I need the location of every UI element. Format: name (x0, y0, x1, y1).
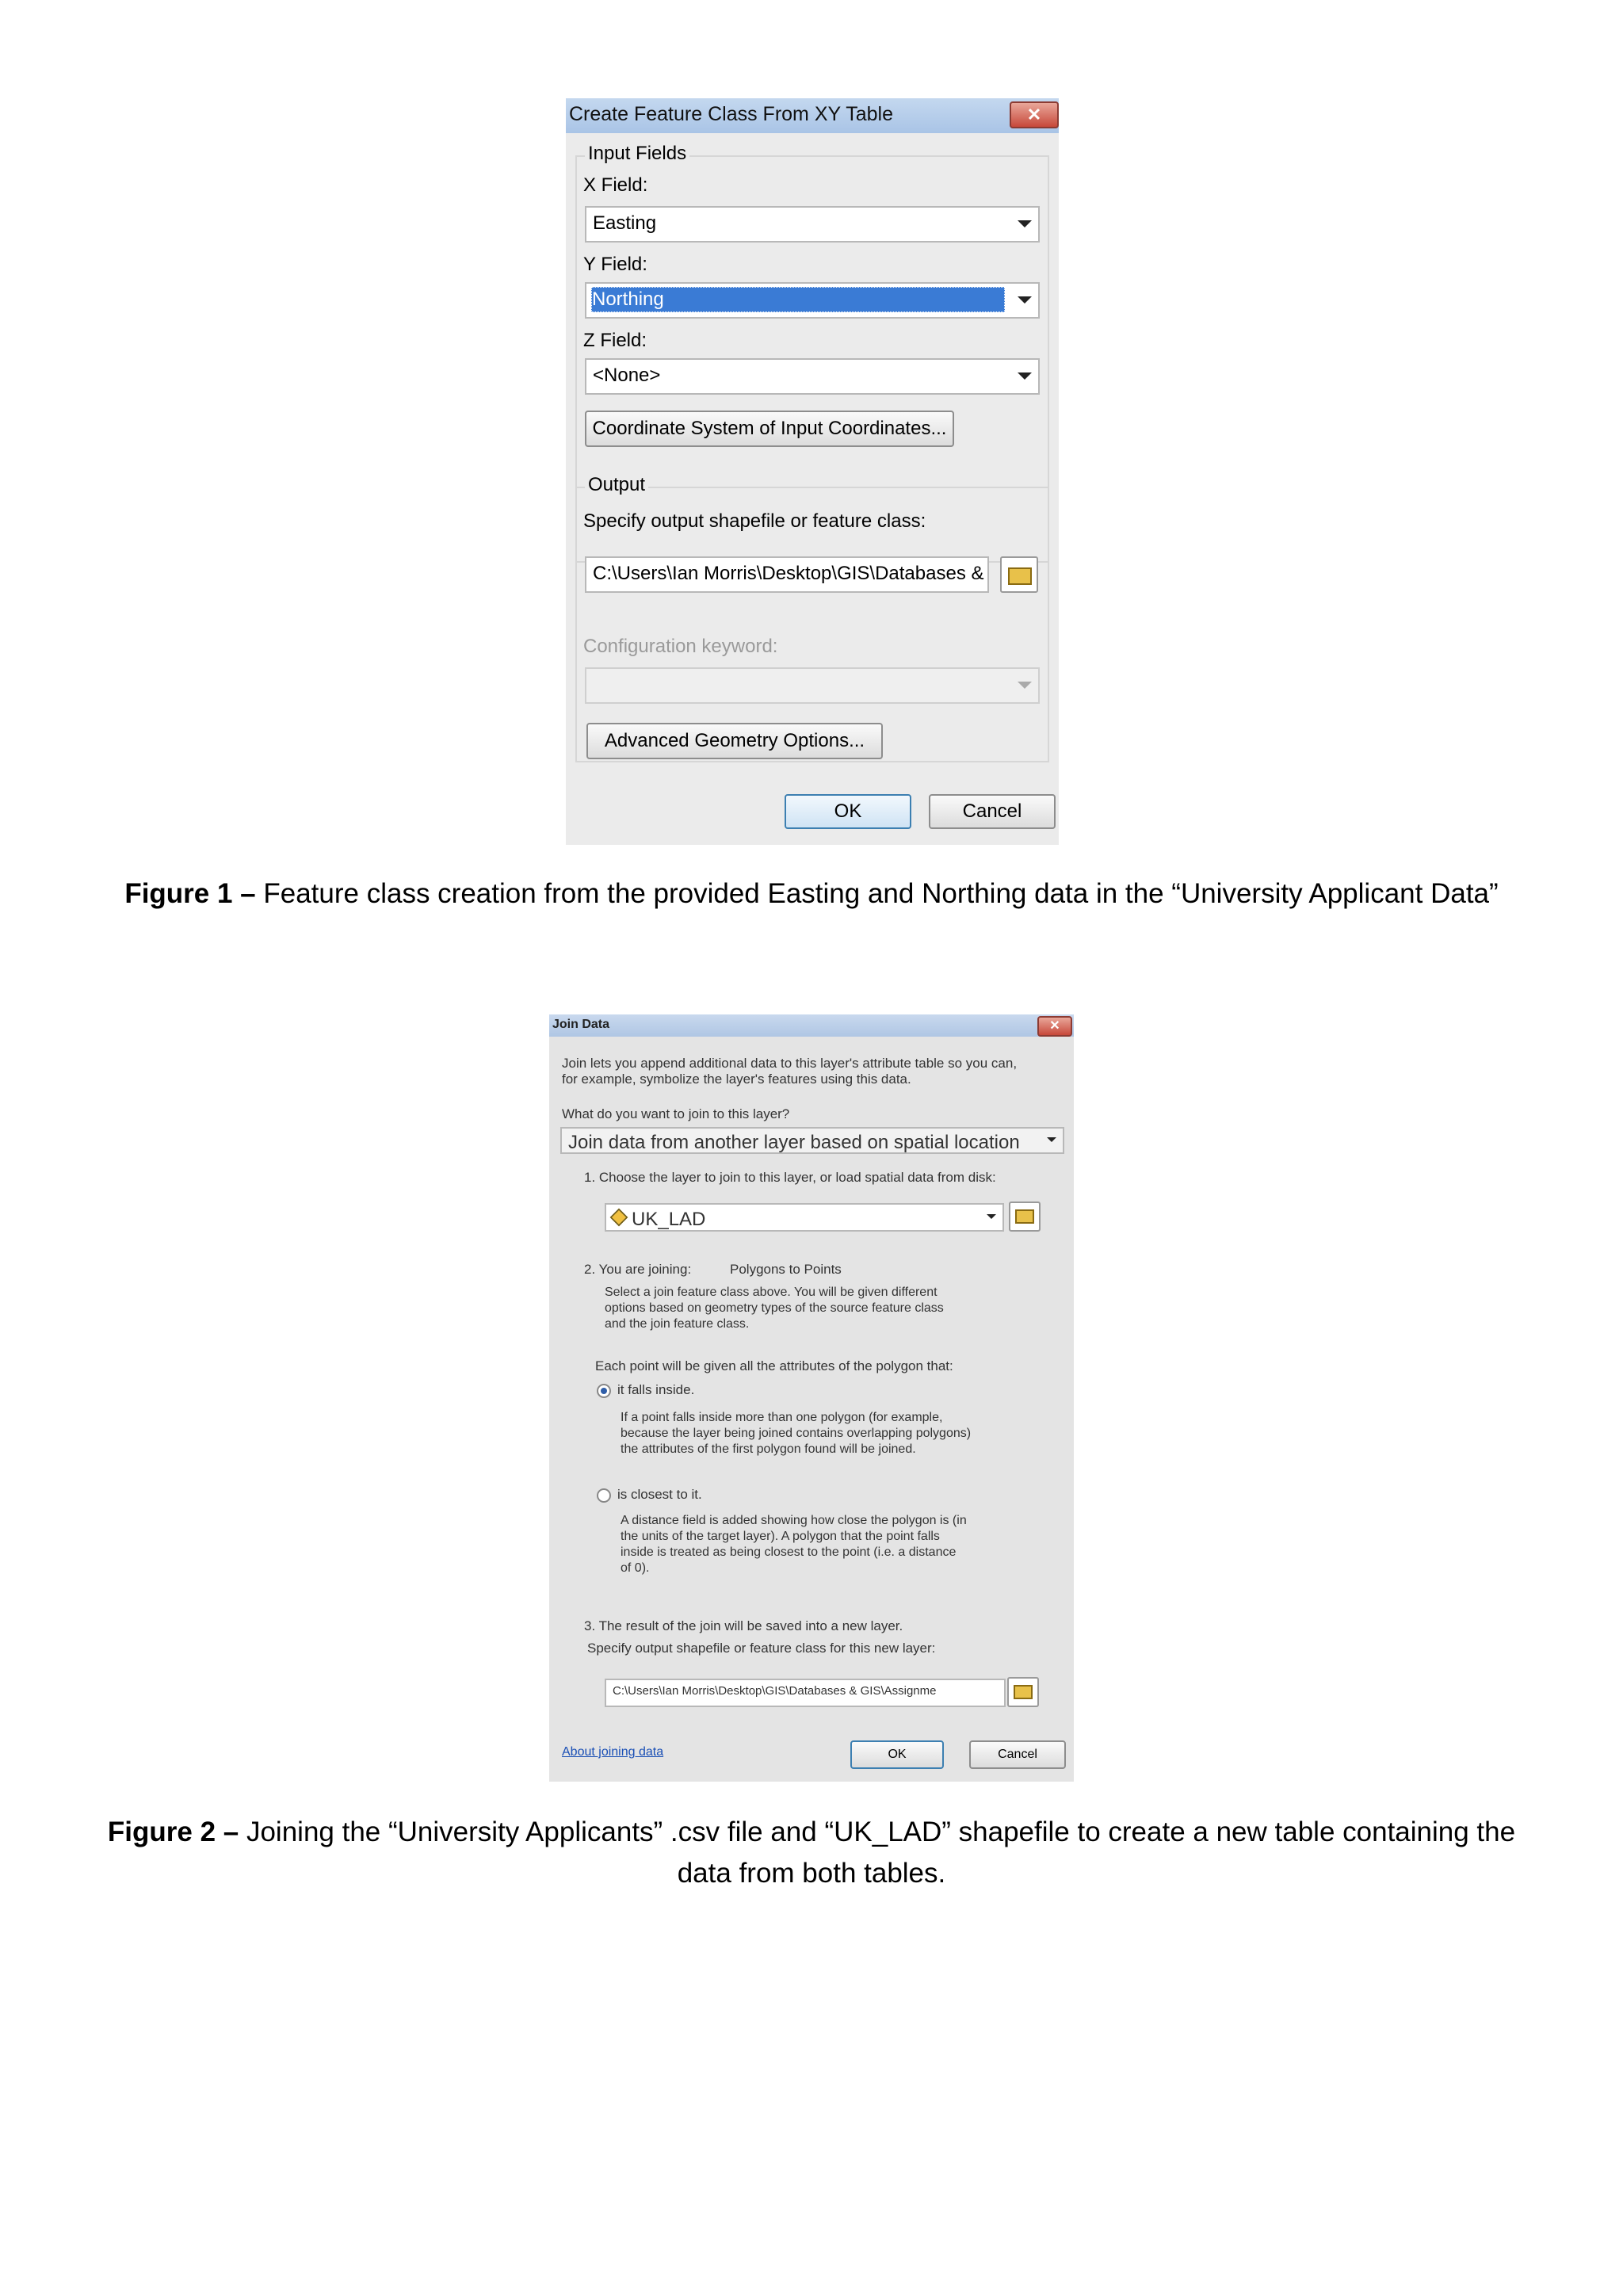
join-layer-value: UK_LAD (632, 1209, 706, 1230)
figure-1-caption (0, 878, 1623, 910)
step-1-label: 1. Choose the layer to join to this layer, or load spatial data from disk: (584, 1170, 996, 1185)
chevron-down-icon (1018, 372, 1032, 380)
each-point-text: Each point will be given all the attributes of the polygon that: (595, 1358, 953, 1373)
close-button[interactable] (1010, 101, 1059, 128)
figure-2-caption-line-2: data from both tables. (677, 1858, 946, 1889)
configuration-keyword-label: Configuration keyword: (583, 636, 778, 657)
advanced-geometry-button[interactable]: Advanced Geometry Options... (586, 723, 883, 759)
folder-icon (1008, 567, 1032, 585)
y-field-value: Northing (591, 287, 1005, 312)
chevron-down-icon (1018, 220, 1032, 227)
browse-folder-button[interactable] (1000, 556, 1038, 593)
about-joining-data-link[interactable]: About joining data (562, 1745, 664, 1759)
x-field-label: X Field: (583, 174, 648, 196)
step-2-desc-1: Select a join feature class above. You will be given different (605, 1286, 938, 1299)
output-path-value: C:\Users\Ian Morris\Desktop\GIS\Databases & (593, 563, 984, 584)
output-path-field[interactable] (585, 556, 989, 593)
dialog-title: Create Feature Class From XY Table (569, 103, 893, 125)
figure-2-caption-line-1: Joining the “University Applicants” .csv file and “UK_LAD” shapefile to create a new table containing the (239, 1817, 1516, 1847)
falls-inside-radio[interactable] (597, 1384, 611, 1398)
output-label: Output (585, 474, 648, 496)
join-data-dialog (549, 1014, 1074, 1782)
join-type-select[interactable] (560, 1127, 1064, 1154)
join-type-value: Join data from another layer based on spatial location (568, 1132, 1020, 1153)
browse-layer-button[interactable] (1009, 1201, 1041, 1232)
closest-radio[interactable] (597, 1488, 611, 1503)
ok-button[interactable]: OK (785, 794, 911, 829)
figure-1-caption-text: Feature class creation from the provided Easting and Northing data in the “University Applicant Data” (255, 878, 1499, 909)
intro-text-1: Join lets you append additional data to this layer's attribute table so you can, (562, 1056, 1018, 1071)
dialog-title: Join Data (552, 1018, 610, 1031)
y-field-select[interactable] (585, 282, 1040, 319)
close-icon: ✕ (1026, 105, 1042, 124)
falls-inside-desc-1: If a point falls inside more than one polygon (for example, (621, 1411, 943, 1424)
figure-2-caption-continued (0, 1858, 1623, 1889)
x-field-value: Easting (593, 212, 657, 234)
closest-desc-2: the units of the target layer). A polygon that the point falls (621, 1530, 940, 1543)
cancel-button[interactable]: Cancel (969, 1740, 1066, 1769)
dialog-titlebar (549, 1014, 1074, 1037)
chevron-down-icon (1018, 296, 1032, 304)
closest-desc-1: A distance field is added showing how close the polygon is (in (621, 1514, 967, 1527)
chevron-down-icon (987, 1214, 996, 1219)
chevron-down-icon (1018, 682, 1032, 689)
figure-2-caption (0, 1817, 1623, 1848)
step-2-label: 2. You are joining: (584, 1262, 692, 1277)
join-question: What do you want to join to this layer? (562, 1106, 790, 1121)
folder-icon (1014, 1685, 1033, 1699)
output-description: Specify output shapefile or feature class: (583, 510, 926, 532)
layer-icon (610, 1209, 628, 1227)
ok-button[interactable]: OK (850, 1740, 944, 1769)
join-layer-select[interactable] (605, 1203, 1004, 1232)
intro-text-2: for example, symbolize the layer's features using this data. (562, 1072, 911, 1087)
z-field-label: Z Field: (583, 330, 647, 351)
falls-inside-desc-2: because the layer being joined contains overlapping polygons) (621, 1427, 972, 1440)
figure-1-caption-label: Figure 1 – (124, 878, 256, 909)
step-3-label: 3. The result of the join will be saved into a new layer. (584, 1618, 903, 1633)
step-2-desc-2: options based on geometry types of the source feature class (605, 1301, 944, 1315)
join-output-path-field[interactable] (605, 1679, 1006, 1707)
create-feature-class-dialog (566, 98, 1059, 845)
cancel-button[interactable]: Cancel (929, 794, 1056, 829)
step-2-value: Polygons to Points (730, 1262, 842, 1277)
falls-inside-label: it falls inside. (617, 1382, 695, 1397)
closest-desc-3: inside is treated as being closest to the point (i.e. a distance (621, 1545, 957, 1559)
x-field-select[interactable] (585, 206, 1040, 243)
dialog-titlebar (566, 98, 1059, 133)
figure-2-caption-label: Figure 2 – (107, 1817, 239, 1847)
folder-icon (1015, 1209, 1034, 1224)
falls-inside-desc-3: the attributes of the first polygon found will be joined. (621, 1442, 916, 1456)
browse-output-button[interactable] (1007, 1677, 1039, 1707)
closest-desc-4: of 0). (621, 1561, 650, 1575)
closest-label: is closest to it. (617, 1487, 702, 1502)
coordinate-system-button[interactable]: Coordinate System of Input Coordinates... (585, 411, 954, 447)
step-2-desc-3: and the join feature class. (605, 1317, 750, 1331)
close-button[interactable] (1037, 1016, 1072, 1037)
close-icon: ✕ (1049, 1019, 1060, 1033)
z-field-select[interactable] (585, 358, 1040, 395)
join-output-path-value: C:\Users\Ian Morris\Desktop\GIS\Databases & GIS\Assignme (613, 1684, 937, 1698)
chevron-down-icon (1047, 1137, 1056, 1142)
y-field-label: Y Field: (583, 254, 647, 275)
input-fields-label: Input Fields (585, 143, 689, 165)
step-3-desc: Specify output shapefile or feature class for this new layer: (587, 1641, 936, 1656)
z-field-value: <None> (593, 365, 661, 386)
configuration-keyword-select[interactable] (585, 667, 1040, 704)
